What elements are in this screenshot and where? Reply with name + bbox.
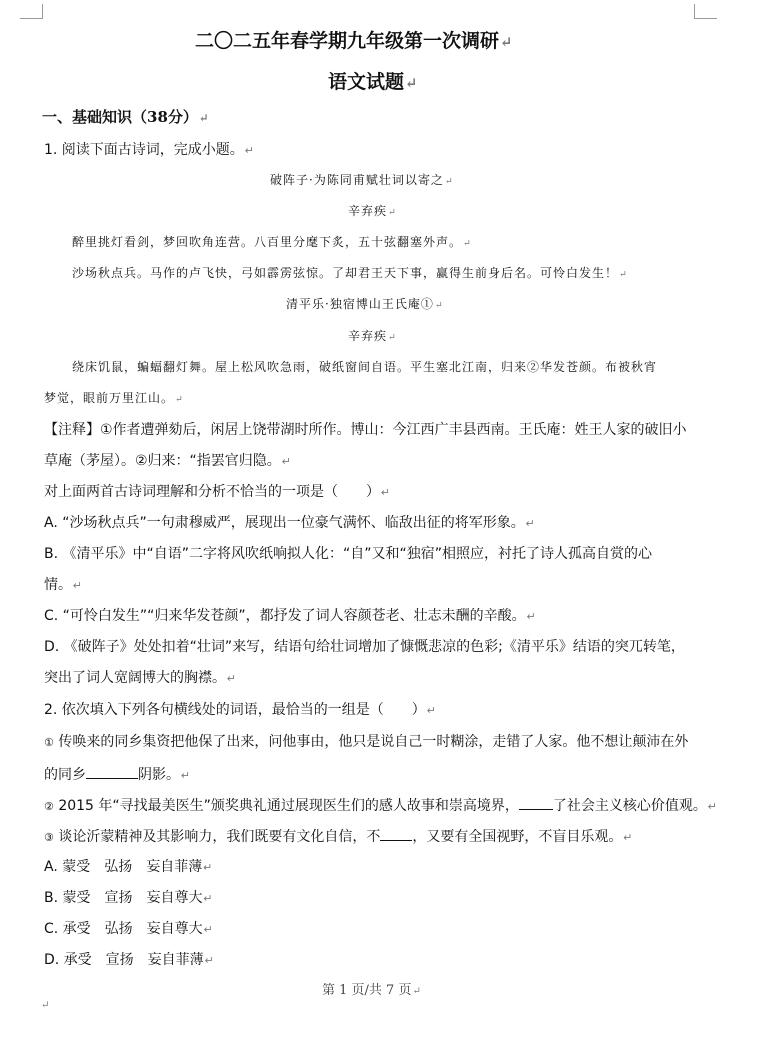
q2-item-1: ① 传唤来的同乡集资把他保了出来，问他事由，他只是说自己一时糊涂，走错了人家。他不想让颠沛在外 bbox=[44, 734, 689, 750]
crop-mark-top-right bbox=[694, 4, 717, 19]
q2-option-a: A. 蒙受 弘扬 妄自菲薄↵ bbox=[44, 859, 213, 875]
fill-blank bbox=[519, 797, 553, 810]
section-heading: 一、基础知识（38分）↵ bbox=[42, 108, 209, 126]
crop-mark-top-left bbox=[20, 4, 43, 19]
fill-blank bbox=[86, 766, 138, 779]
q2-item-3: ③ 谈论沂蒙精神及其影响力，我们既要有文化自信，不 ，又要有全国视野，不盲目乐观。↵ bbox=[44, 829, 633, 845]
poem2-line: 梦觉，眼前万里江山。↵ bbox=[44, 391, 184, 405]
q1-option-c: C. “可怜白发生”“归来华发苍颜”，都抒发了词人容颜苍老、壮志未酬的辛酸。↵ bbox=[44, 608, 536, 624]
q1-option-a: A. “沙场秋点兵”一句肃穆威严，展现出一位豪气满怀、临敌出征的将军形象。↵ bbox=[44, 515, 535, 531]
q1-question: 对上面两首古诗词理解和分析不恰当的一项是（ ）↵ bbox=[44, 484, 391, 500]
q1-option-d: D. 《破阵子》处处扣着“壮词”来写，结语句给壮词增加了慷慨悲凉的色彩;《清平乐》结语的突兀转笔， bbox=[44, 639, 685, 655]
poem2-line: 绕床饥鼠，蝙蝠翻灯舞。屋上松风吹急雨，破纸窗间自语。平生塞北江南，归来②华发苍颜。布被秋宵 bbox=[72, 360, 658, 374]
poem2-title: 清平乐·独宿博山王氏庵①↵ bbox=[286, 297, 444, 311]
exam-subtitle: 语文试题↵ bbox=[328, 71, 418, 93]
poem2-author: 辛弃疾↵ bbox=[348, 329, 397, 343]
q1-option-b: 情。↵ bbox=[44, 577, 83, 593]
q2-option-b: B. 蒙受 宣扬 妄自尊大↵ bbox=[44, 890, 213, 906]
q1-option-b: B. 《清平乐》中“自语”二字将风吹纸响拟人化：“自”又和“独宿”相照应，衬托了诗人孤高自赏的心 bbox=[44, 546, 653, 562]
q2-stem: 2. 依次填入下列各句横线处的词语，最恰当的一组是（ ）↵ bbox=[44, 702, 436, 718]
q2-option-d: D. 承受 宣扬 妄自菲薄↵ bbox=[44, 952, 214, 968]
q1-stem: 1. 阅读下面古诗词，完成小题。↵ bbox=[44, 142, 254, 158]
page-number: 第 1 页/共 7 页↵ bbox=[322, 983, 421, 998]
q2-item-2: ② 2015 年“寻找最美医生”颁奖典礼通过展现医生们的感人故事和崇高境界， 了社会主义核心价值观。↵ bbox=[44, 798, 718, 814]
q2-item-1: 的同乡 阴影。↵ bbox=[44, 767, 191, 783]
poem1-line: 醉里挑灯看剑，梦回吹角连营。八百里分麾下炙，五十弦翻塞外声。↵ bbox=[72, 235, 472, 249]
q2-option-c: C. 承受 弘扬 妄自尊大↵ bbox=[44, 921, 213, 937]
annotation: 草庵（茅屋）。②归来：“指罢官归隐。↵ bbox=[44, 453, 291, 469]
annotation: 【注释】①作者遭弹劾后，闲居上饶带湖时所作。博山：今江西广丰县西南。王氏庵：姓王人家的破旧小 bbox=[44, 422, 687, 438]
poem1-title: 破阵子·为陈同甫赋壮词以寄之↵ bbox=[270, 173, 454, 187]
trailing-paragraph-mark: ↵ bbox=[41, 1000, 50, 1011]
poem1-author: 辛弃疾↵ bbox=[348, 204, 397, 218]
exam-title: 二〇二五年春学期九年级第一次调研↵ bbox=[195, 30, 513, 52]
fill-blank bbox=[380, 828, 412, 841]
q1-option-d: 突出了词人宽阔博大的胸襟。↵ bbox=[44, 670, 237, 686]
poem1-line: 沙场秋点兵。马作的卢飞快，弓如霹雳弦惊。了却君王天下事，赢得生前身后名。可怜白发生！↵ bbox=[72, 266, 628, 280]
